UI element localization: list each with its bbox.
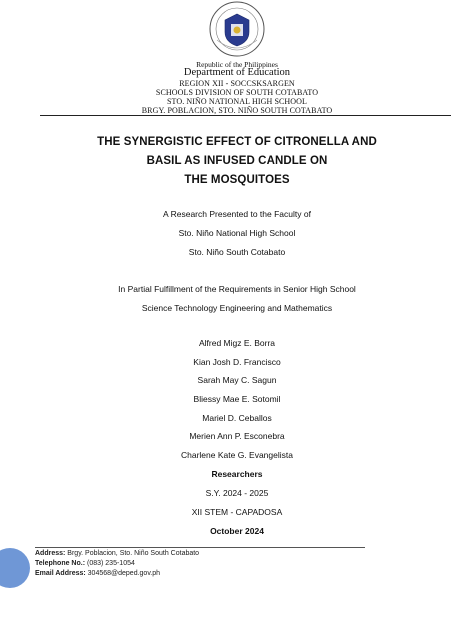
footer-email-label: Email Address: xyxy=(35,570,86,577)
fulfillment-line-1: In Partial Fulfillment of the Requirements in Senior High School xyxy=(118,284,356,294)
footer-address-label: Address: xyxy=(35,550,66,557)
title-line-1: THE SYNERGISTIC EFFECT OF CITRONELLA AND xyxy=(97,136,377,148)
fulfillment-line-2: Science Technology Engineering and Mathematics xyxy=(141,303,333,313)
republic-line: Republic of the Philippines xyxy=(196,60,278,69)
presented-line-1: A Research Presented to the Faculty of xyxy=(163,209,311,219)
researcher-name: Sarah May C. Sagun xyxy=(197,375,277,385)
footer-address-value: Brgy. Poblacion, Sto. Niño South Cotabato xyxy=(67,550,200,557)
region-line: REGION XII - SOCCSKSARGEN xyxy=(179,79,295,88)
title-line-3: THE MOSQUITOES xyxy=(184,174,290,186)
section-name: XII STEM - CAPADOSA xyxy=(191,507,283,517)
footer-address xyxy=(35,550,199,557)
footer-phone-value: (083) 235-1054 xyxy=(87,560,135,567)
department-name: Department of Education xyxy=(183,67,291,78)
researcher-name: Bliessy Mae E. Sotomil xyxy=(193,394,281,404)
footer-phone xyxy=(35,560,135,567)
researcher-name: Alfred Migz E. Borra xyxy=(198,338,276,348)
researcher-name: Mariel D. Ceballos xyxy=(202,413,272,423)
deped-seal-logo xyxy=(203,0,271,58)
footer-email xyxy=(35,570,160,577)
school-line: STO. NIÑO NATIONAL HIGH SCHOOL xyxy=(166,97,308,106)
school-address-line: BRGY. POBLACION, STO. NIÑO SOUTH COTABATO xyxy=(141,106,333,115)
presented-line-3: Sto. Niño South Cotabato xyxy=(188,247,286,257)
footer-circle-decoration xyxy=(0,548,30,588)
header-divider xyxy=(40,115,451,116)
presented-line-2: Sto. Niño National High School xyxy=(178,228,296,238)
researcher-name: Charlene Kate G. Evangelista xyxy=(181,450,293,460)
submission-date: October 2024 xyxy=(210,526,264,536)
school-year: S.Y. 2024 - 2025 xyxy=(205,488,269,498)
researcher-name: Kian Josh D. Francisco xyxy=(193,357,281,367)
title-line-2: BASIL AS INFUSED CANDLE ON xyxy=(146,155,328,167)
researcher-name: Merien Ann P. Esconebra xyxy=(189,431,285,441)
researchers-label: Researchers xyxy=(211,469,263,479)
footer-phone-label: Telephone No.: xyxy=(35,560,86,567)
footer-divider xyxy=(35,547,365,548)
division-line: SCHOOLS DIVISION OF SOUTH COTABATO xyxy=(155,88,319,97)
footer-email-value: 304568@deped.gov.ph xyxy=(87,570,161,577)
